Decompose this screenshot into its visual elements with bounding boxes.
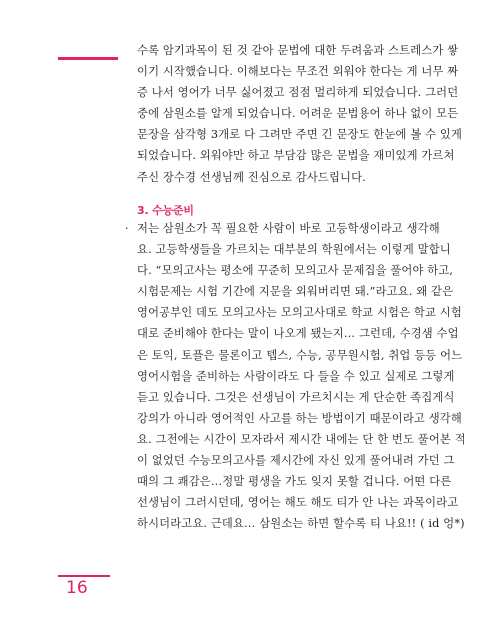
paragraph-line: 대로 준비해야 한다는 말이 나오게 됐는지… 그런데, 수경샘 수업 — [137, 327, 459, 341]
paragraph-line: 중에 삼원소를 알게 되었습니다. 어려운 문법용어 하나 없이 모든 — [137, 107, 459, 121]
paragraph-line: 강의가 아니라 영어적인 사고를 하는 방법이기 때문이라고 생각해 — [137, 411, 462, 425]
paragraph-line: 듣고 있습니다. 그것은 선생님이 가르치시는 게 단순한 족집게식 — [137, 390, 455, 404]
paragraph-line: 주신 장수경 선생님께 진심으로 감사드립니다. — [137, 170, 366, 184]
paragraph-line: 은 토익, 토플은 물론이고 텝스, 수능, 공무원시험, 취업 등등 어느 — [137, 348, 463, 362]
paragraph-line: 영어시험을 준비하는 사람이라도 다 들을 수 있고 실제로 그렇게 — [137, 369, 455, 383]
page-number: 16 — [66, 578, 88, 598]
paragraph-line: 시험문제는 시험 기간에 지문을 외워버리면 돼.”라고요. 왜 같은 — [137, 285, 454, 299]
paragraph-line: 다. “모의고사는 평소에 꾸준히 모의고사 문제집을 풀어야 하고, — [137, 264, 454, 278]
paragraph-line: 저는 삼원소가 꼭 필요한 사람이 바로 고등학생이라고 생각해 — [137, 222, 440, 235]
page-number-rule — [58, 575, 110, 577]
section-heading: 3. 수능준비 — [137, 204, 194, 217]
paragraph-line: 하시더라고요. 근데요… 삼원소는 하면 할수록 티 나요!! ( id 엉*) — [137, 517, 465, 531]
paragraph-line: 선생님이 그러시던데, 영어는 해도 해도 티가 안 나는 과목이라고 — [137, 496, 459, 510]
section-paragraph — [137, 218, 466, 534]
paragraph-line: 문장을 삼각형 3개로 다 그려만 주면 긴 문장도 한눈에 볼 수 있게 — [137, 128, 463, 142]
paragraph-line: 이 없었던 수능모의고사를 제시간에 자신 있게 풀어내려 가던 그 — [137, 454, 455, 468]
paragraph-line: 수록 암기과목이 된 것 같아 문법에 대한 두려움과 스트레스가 쌓 — [137, 44, 459, 57]
paragraph-line: 요. 그전에는 시간이 모자라서 제시간 내에는 단 한 번도 풀어본 적 — [137, 432, 466, 446]
paragraph-line: 영어공부인 데도 모의고사는 모의고사대로 학교 시험은 학교 시험 — [137, 306, 462, 320]
intro-paragraph — [137, 40, 463, 188]
paragraph-line: 요. 고등학생들을 가르치는 대부분의 학원에서는 이렇게 말합니 — [137, 243, 451, 257]
paragraph-line: 증 나서 영어가 너무 싫어졌고 점점 멀리하게 되었습니다. 그러던 — [137, 86, 459, 100]
paragraph-line: 때의 그 쾌감은…정말 평생을 가도 잊지 못할 겁니다. 어떤 다른 — [137, 475, 452, 489]
bullet-marker: · — [125, 222, 129, 235]
paragraph-line: 되었습니다. 외워야만 하고 부담감 많은 문법을 재미있게 가르쳐 — [137, 149, 455, 163]
paragraph-line: 이기 시작했습니다. 이해보다는 무조건 외워야 한다는 게 너무 짜 — [137, 65, 459, 79]
top-accent-rule — [58, 57, 118, 60]
